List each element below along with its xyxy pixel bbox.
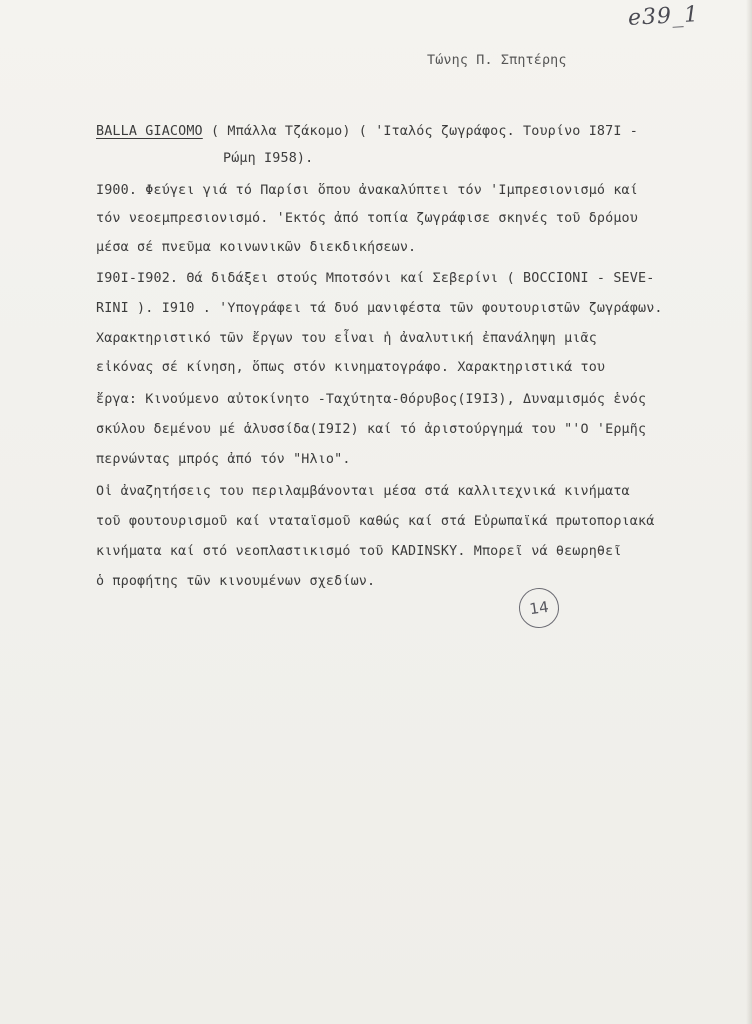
page-edge-shadow <box>746 0 752 1024</box>
text-line: Χαρακτηριστικό τῶν ἔργων του εἶναι ἡ ἀναλυτική ἐπανάληψη μιᾶς <box>96 331 597 346</box>
text-line: Ι900. Φεύγει γιά τό Παρίσι ὅπου ἀνακαλύπτει τόν 'Ιμπρεσιονισμό καί <box>96 183 638 198</box>
page-number-circle <box>516 585 561 630</box>
text-line: εἰκόνας σέ κίνηση, ὅπως στόν κινηματογράφο. Χαρακτηριστικά του <box>96 360 606 375</box>
text-line: περνώντας μπρός ἀπό τόν "Ηλιο". <box>96 452 351 467</box>
text-line: ἔργα: Κινούμενο αὐτοκίνητο -Ταχύτητα-Θόρυβος(Ι9Ι3), Δυναμισμός ἑνός <box>96 392 647 407</box>
page-number: 14 <box>528 597 550 619</box>
text-line: τόν νεοεμπρεσιονισμό. 'Εκτός ἀπό τοπία ζωγράφισε σκηνές τοῦ δρόμου <box>96 211 638 226</box>
text-line: κινήματα καί στό νεοπλαστικισμό τοῦ KADINSKY. Μπορεῖ νά θεωρηθεῖ <box>96 544 622 559</box>
text-line: σκύλου δεμένου μέ ἁλυσσίδα(Ι9Ι2) καί τό ἀριστούργημά του "'Ο 'Ερμῆς <box>96 422 647 437</box>
text-line: Οἱ ἀναζητήσεις του περιλαμβάνονται μέσα στά καλλιτεχνικά κινήματα <box>96 484 630 499</box>
reference-code: e39_1 <box>627 2 700 31</box>
text-line: RINI ). Ι910 . 'Υπογράφει τά δυό μανιφέστα τῶν φουτουριστῶν ζωγράφων. <box>96 301 663 316</box>
text-line: μέσα σέ πνεῦμα κοινωνικῶν διεκδικήσεων. <box>96 240 417 255</box>
entry-heading-rest: ( Μπάλλα Τζάκομο) ( 'Ιταλός ζωγράφος. Τουρίνο Ι87Ι - <box>202 124 638 139</box>
entry-name: BALLA GIACOMO <box>96 124 203 139</box>
text-line: ὁ προφήτης τῶν κινουμένων σχεδίων. <box>96 574 376 589</box>
entry-heading-line <box>96 124 638 139</box>
author-name: Τώνης Π. Σπητέρης <box>427 53 567 68</box>
text-line: τοῦ φουτουρισμοῦ καί νταταϊσμοῦ καθώς καί στά Εὐρωπαϊκά πρωτοποριακά <box>96 514 655 529</box>
text-line: Ρώμη Ι958). <box>223 151 314 166</box>
text-line: Ι90Ι-Ι902. Θά διδάξει στούς Μποτσόνι καί Σεβερίνι ( BOCCIONI - SEVE- <box>96 271 655 286</box>
